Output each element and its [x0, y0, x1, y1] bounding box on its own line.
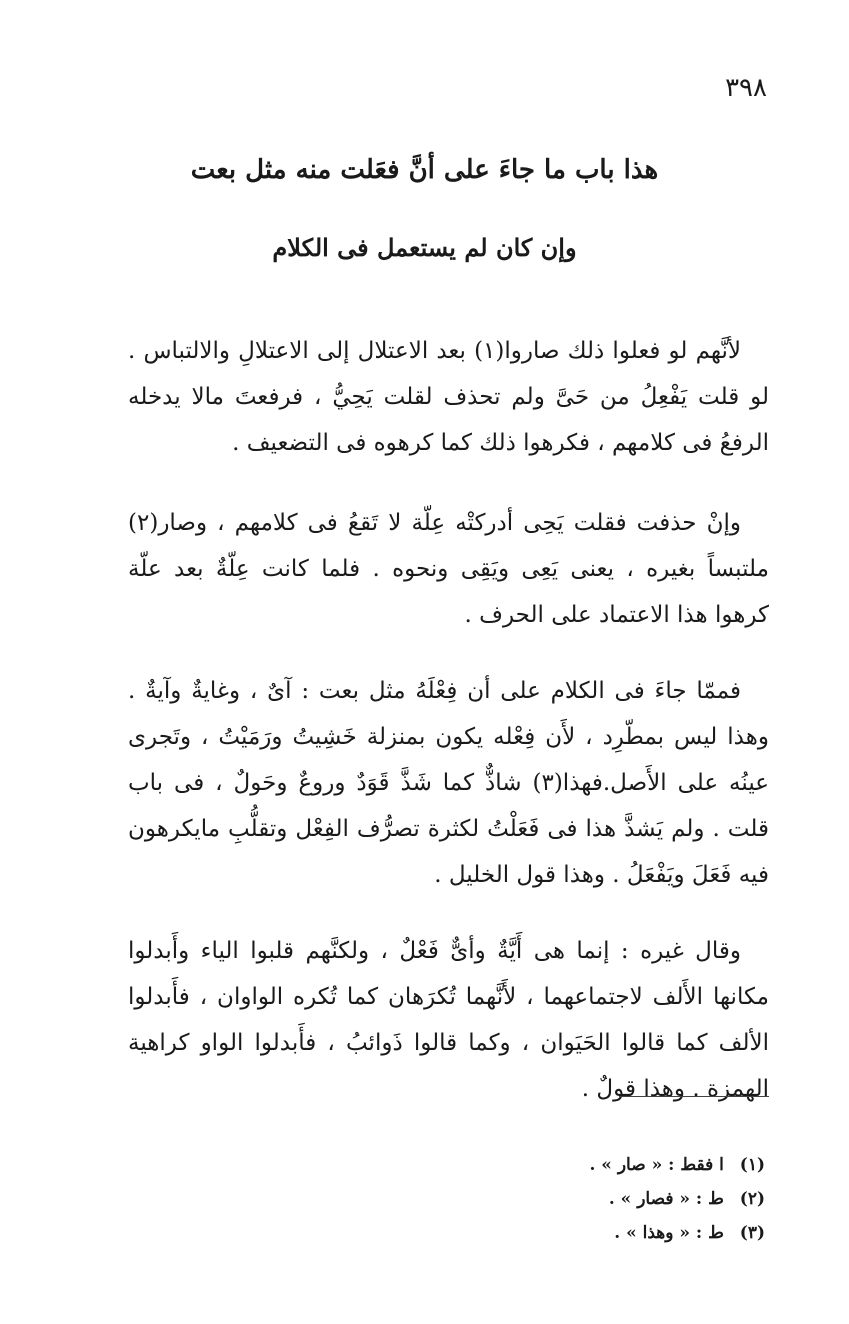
footnote-mark: (٣)	[739, 1223, 765, 1243]
paragraph-1	[128, 328, 769, 466]
footnotes	[300, 1148, 765, 1250]
footnote-text: ط : « وهذا » .	[614, 1223, 724, 1243]
paragraph-4	[128, 928, 769, 1112]
chapter-subtitle: وإن كان لم يستعمل فى الكلام	[272, 233, 577, 262]
paragraph-3	[128, 668, 769, 898]
footnote-divider	[619, 1096, 769, 1097]
footnote-text: ط : « فصار » .	[608, 1189, 724, 1209]
footnote-2	[300, 1182, 765, 1216]
chapter-title: هذا باب ما جاءَ على أنَّ فعَلت منه مثل بعت	[190, 155, 659, 185]
paragraph-2	[128, 500, 769, 638]
footnote-mark: (١)	[739, 1155, 765, 1175]
paragraph-text: لأنَّهم لو فعلوا ذلك صاروا(١) بعد الاعتلال إلى الاعتلالِ والالتباس . لو قلت يَفْعِلُ من حَىَّ ولم تحذف لقلت يَحِيُّ ، فرفعتَ مالا يدخله الرفعُ فى كلامهم ، فكرهوا ذلك كما كرهوه فى التضعيف .	[128, 338, 769, 456]
footnote-text: ا فقط : « صار » .	[589, 1155, 724, 1175]
paragraph-text: وقال غيره : إنما هى أَيَّةٌ وأىٌّ فَعْلٌ ، ولكنَّهم قلبوا الياء وأَبدلوا مكانها الأَلف لاجتماعهما ، لأَنَّهما تُكرَهان كما تُكره الواوان ، فأَبدلوا الألف كما قالوا الحَيَوان ، وكما قالوا ذَوائبُ ، فأَبدلوا الواو كراهية الهمزة . وهذا قولٌ .	[128, 938, 769, 1102]
paragraph-text: فممّا جاءَ فى الكلام على أن فِعْلَهُ مثل بعت : آىٌ ، وغايةٌ وآيةٌ . وهذا ليس بمطّرِد ، لأَن فِعْله يكون بمنزلة خَشِيتُ ورَمَيْتُ ، وتَجرى عينُه على الأَصل.فهذا(٣) شاذٌّ كما شَذَّ قَوَدٌ وروعٌ وحَولٌ ، فى باب قلت . ولم يَشذَّ هذا فى فَعَلْتُ لكثرة تصرُّف الفِعْل وتقلُّبِ مايكرهون فيه فَعَلَ ويَفْعَلُ . وهذا قول الخليل .	[128, 678, 769, 888]
footnote-3	[300, 1216, 765, 1250]
paragraph-text: وإنْ حذفت فقلت يَحِى أدركتْه عِلّة لا تَقعُ فى كلامهم ، وصار(٢) ملتبساً بغيره ، يعنى يَعِى ويَقِى ونحوه . فلما كانت عِلّةٌ بعد علّة كرهوا هذا الاعتماد على الحرف .	[128, 510, 769, 628]
footnote-1	[300, 1148, 765, 1182]
page-number: ٣٩٨	[725, 73, 767, 103]
footnote-mark: (٢)	[739, 1189, 765, 1209]
